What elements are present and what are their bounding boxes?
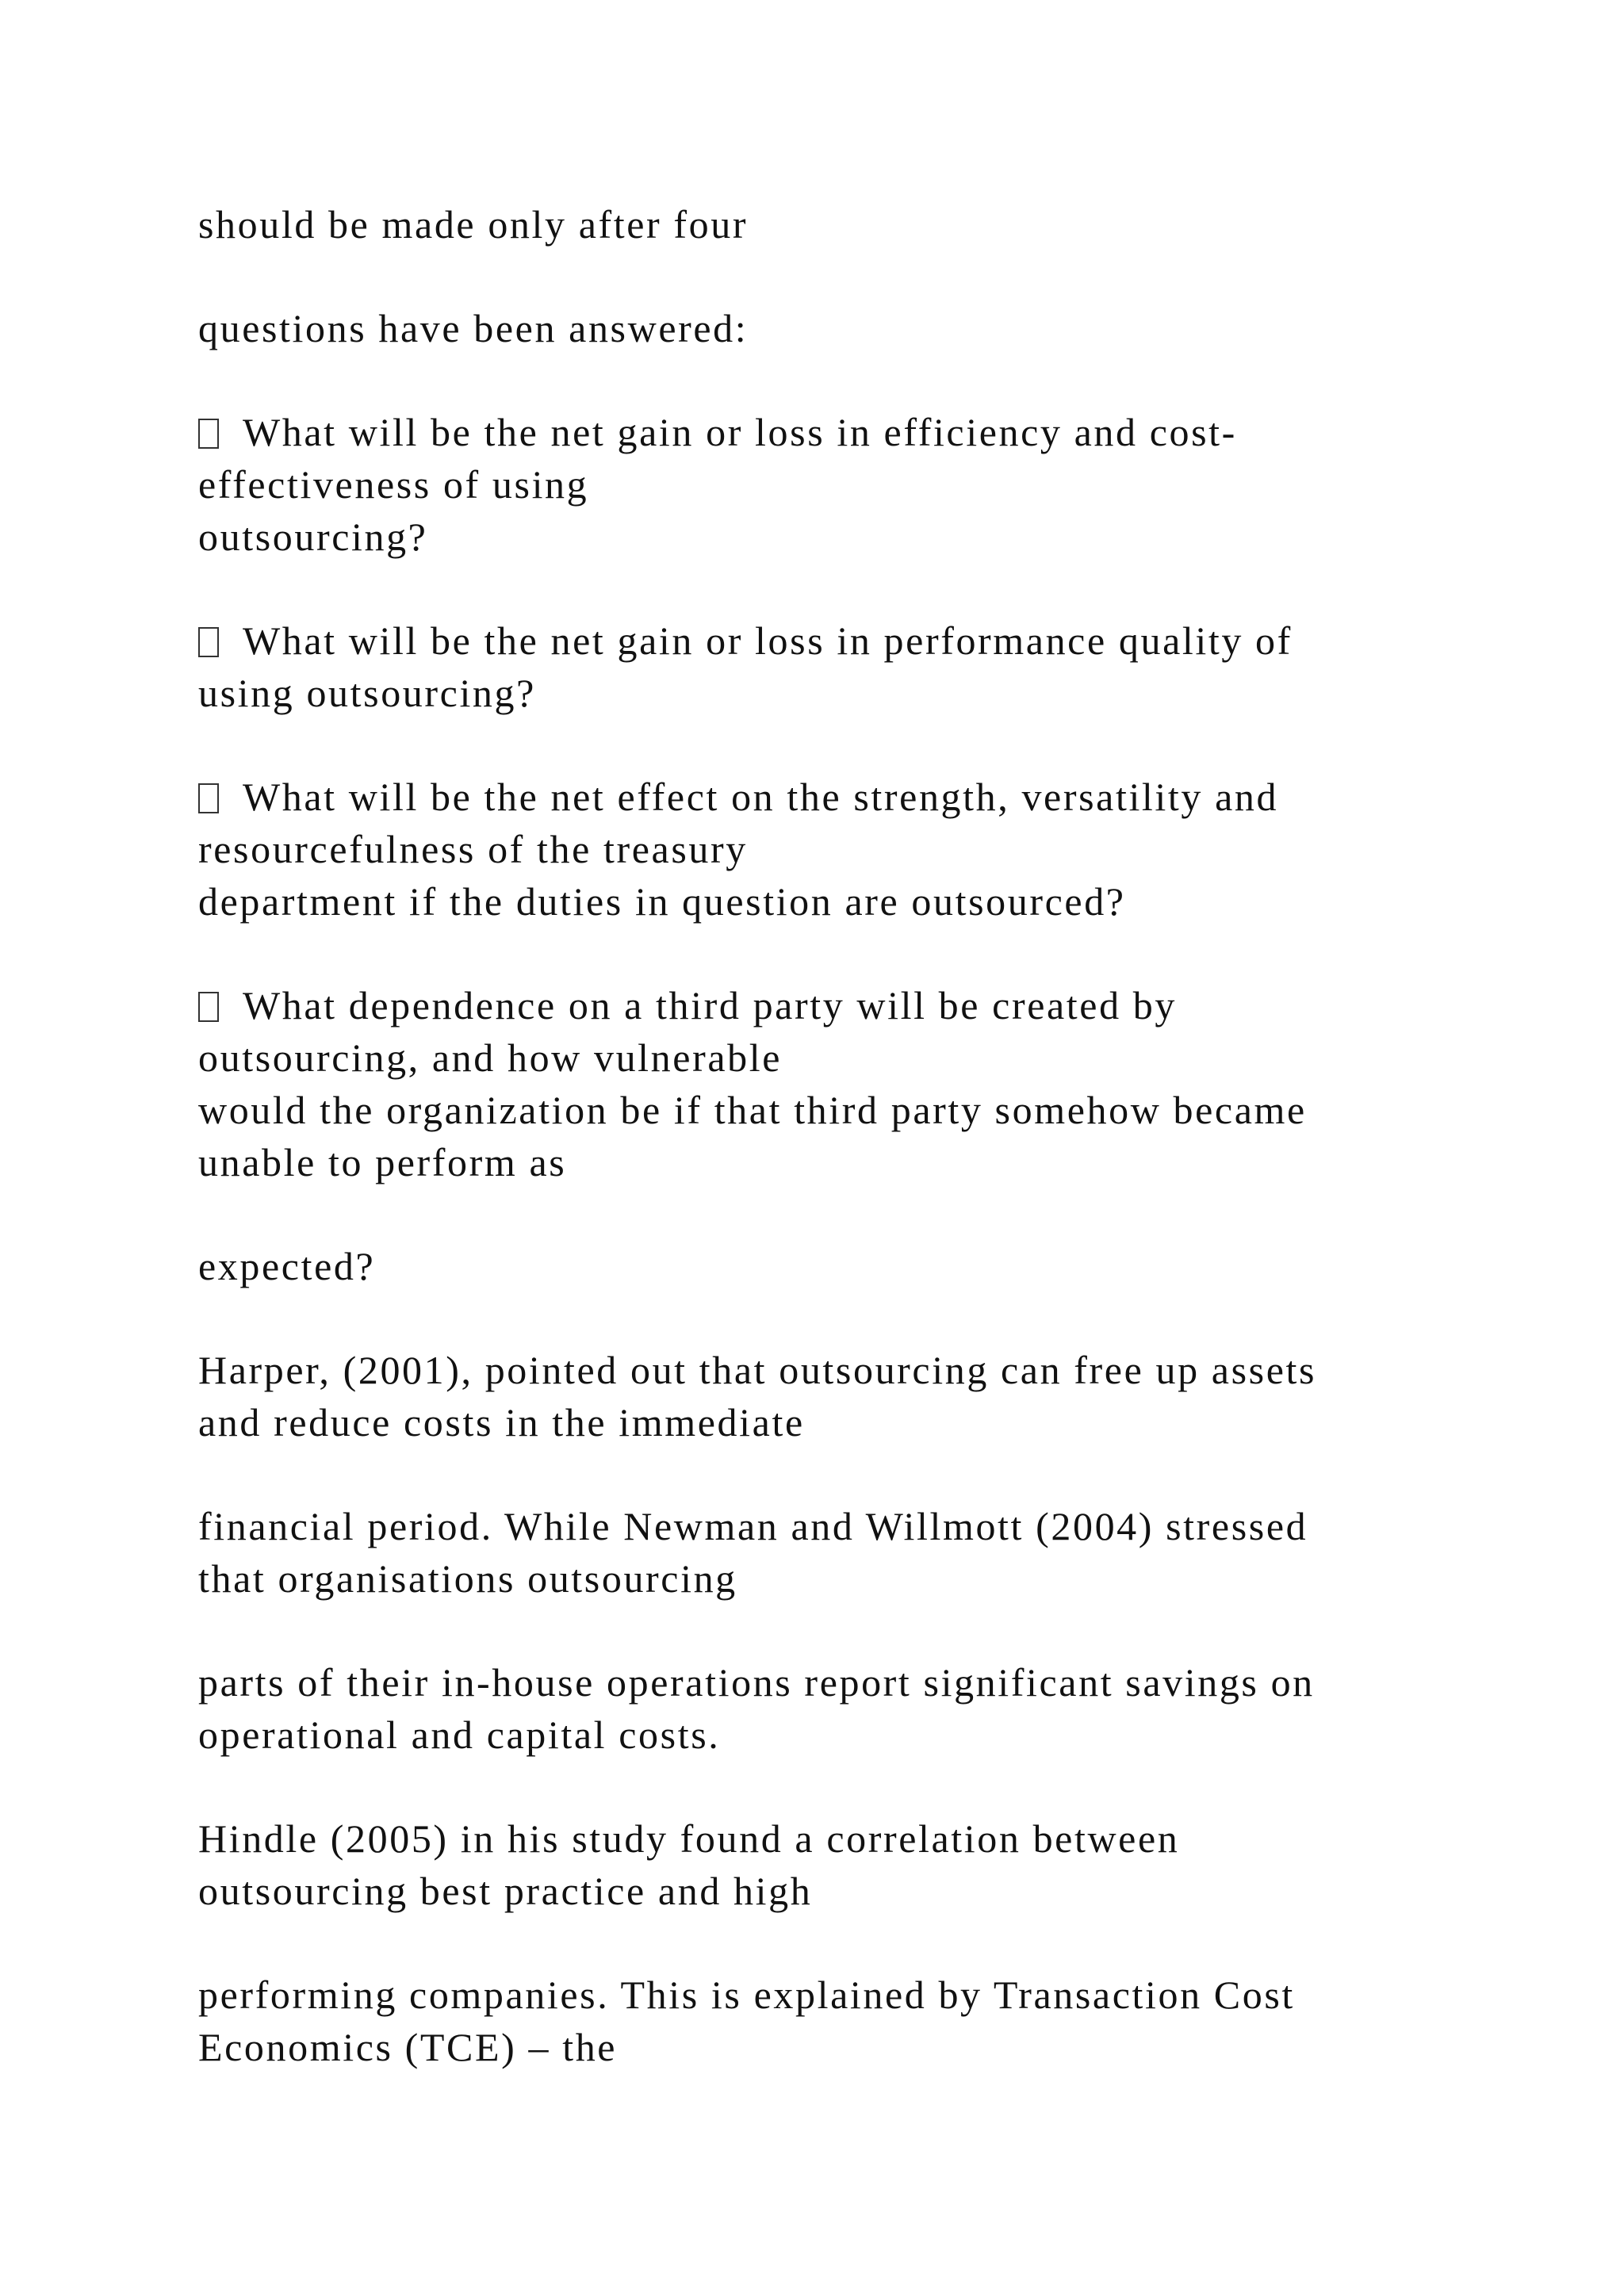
text-line: that organisations outsourcing — [198, 1556, 737, 1601]
text-line: performing companies. This is explained by Transaction Cost — [198, 1973, 1295, 2017]
text-line: using outsourcing? — [198, 671, 536, 715]
text-line: effectiveness of using — [198, 462, 589, 507]
text-line: questions have been answered: — [198, 306, 749, 350]
text-line: outsourcing best practice and high — [198, 1869, 813, 1913]
paragraph-1 — [198, 1344, 1316, 1448]
question-1 — [198, 406, 1237, 563]
text-line — [198, 979, 1307, 1031]
text-line: unable to perform as — [198, 1140, 567, 1184]
question-3 — [198, 771, 1278, 928]
text-line — [198, 771, 1278, 823]
text-line: financial period. While Newman and Willmott (2004) stressed — [198, 1504, 1308, 1548]
text-line: Economics (TCE) – the — [198, 2025, 618, 2069]
intro-text-1 — [198, 198, 748, 251]
text-line: department if the duties in question are outsourced? — [198, 879, 1126, 924]
question-2 — [198, 614, 1293, 719]
text-line: should be made only after four — [198, 202, 749, 247]
intro-text-2 — [198, 302, 748, 354]
paragraph-4 — [198, 1812, 1179, 1917]
bullet-box-icon — [198, 419, 219, 449]
text-line: outsourcing, and how vulnerable — [198, 1035, 782, 1080]
question-4-tail — [198, 1240, 375, 1292]
text-line — [198, 614, 1293, 667]
text-line: expected? — [198, 1244, 376, 1288]
text-line: Hindle (2005) in his study found a correlation between — [198, 1816, 1180, 1861]
text-line: and reduce costs in the immediate — [198, 1400, 805, 1445]
text-line: resourcefulness of the treasury — [198, 827, 748, 871]
paragraph-3 — [198, 1656, 1315, 1761]
text-line: would the organization be if that third party somehow became — [198, 1088, 1307, 1132]
text-line: parts of their in-house operations report significant savings on — [198, 1660, 1315, 1705]
bullet-box-icon — [198, 627, 219, 657]
question-4-line-1: What dependence on a third party will be created by — [243, 983, 1177, 1027]
text-line — [198, 406, 1237, 458]
question-3-line-1: What will be the net effect on the strength, versatility and — [243, 775, 1279, 819]
text-line: Harper, (2001), pointed out that outsourcing can free up assets — [198, 1348, 1317, 1392]
bullet-box-icon — [198, 992, 219, 1022]
question-2-line-1: What will be the net gain or loss in performance quality of — [243, 618, 1293, 663]
text-line: operational and capital costs. — [198, 1712, 721, 1757]
paragraph-5 — [198, 1969, 1295, 2073]
paragraph-2 — [198, 1500, 1308, 1605]
bullet-box-icon — [198, 783, 219, 813]
question-1-line-1: What will be the net gain or loss in efficiency and cost- — [243, 410, 1237, 454]
text-line: outsourcing? — [198, 515, 428, 559]
question-4 — [198, 979, 1307, 1188]
